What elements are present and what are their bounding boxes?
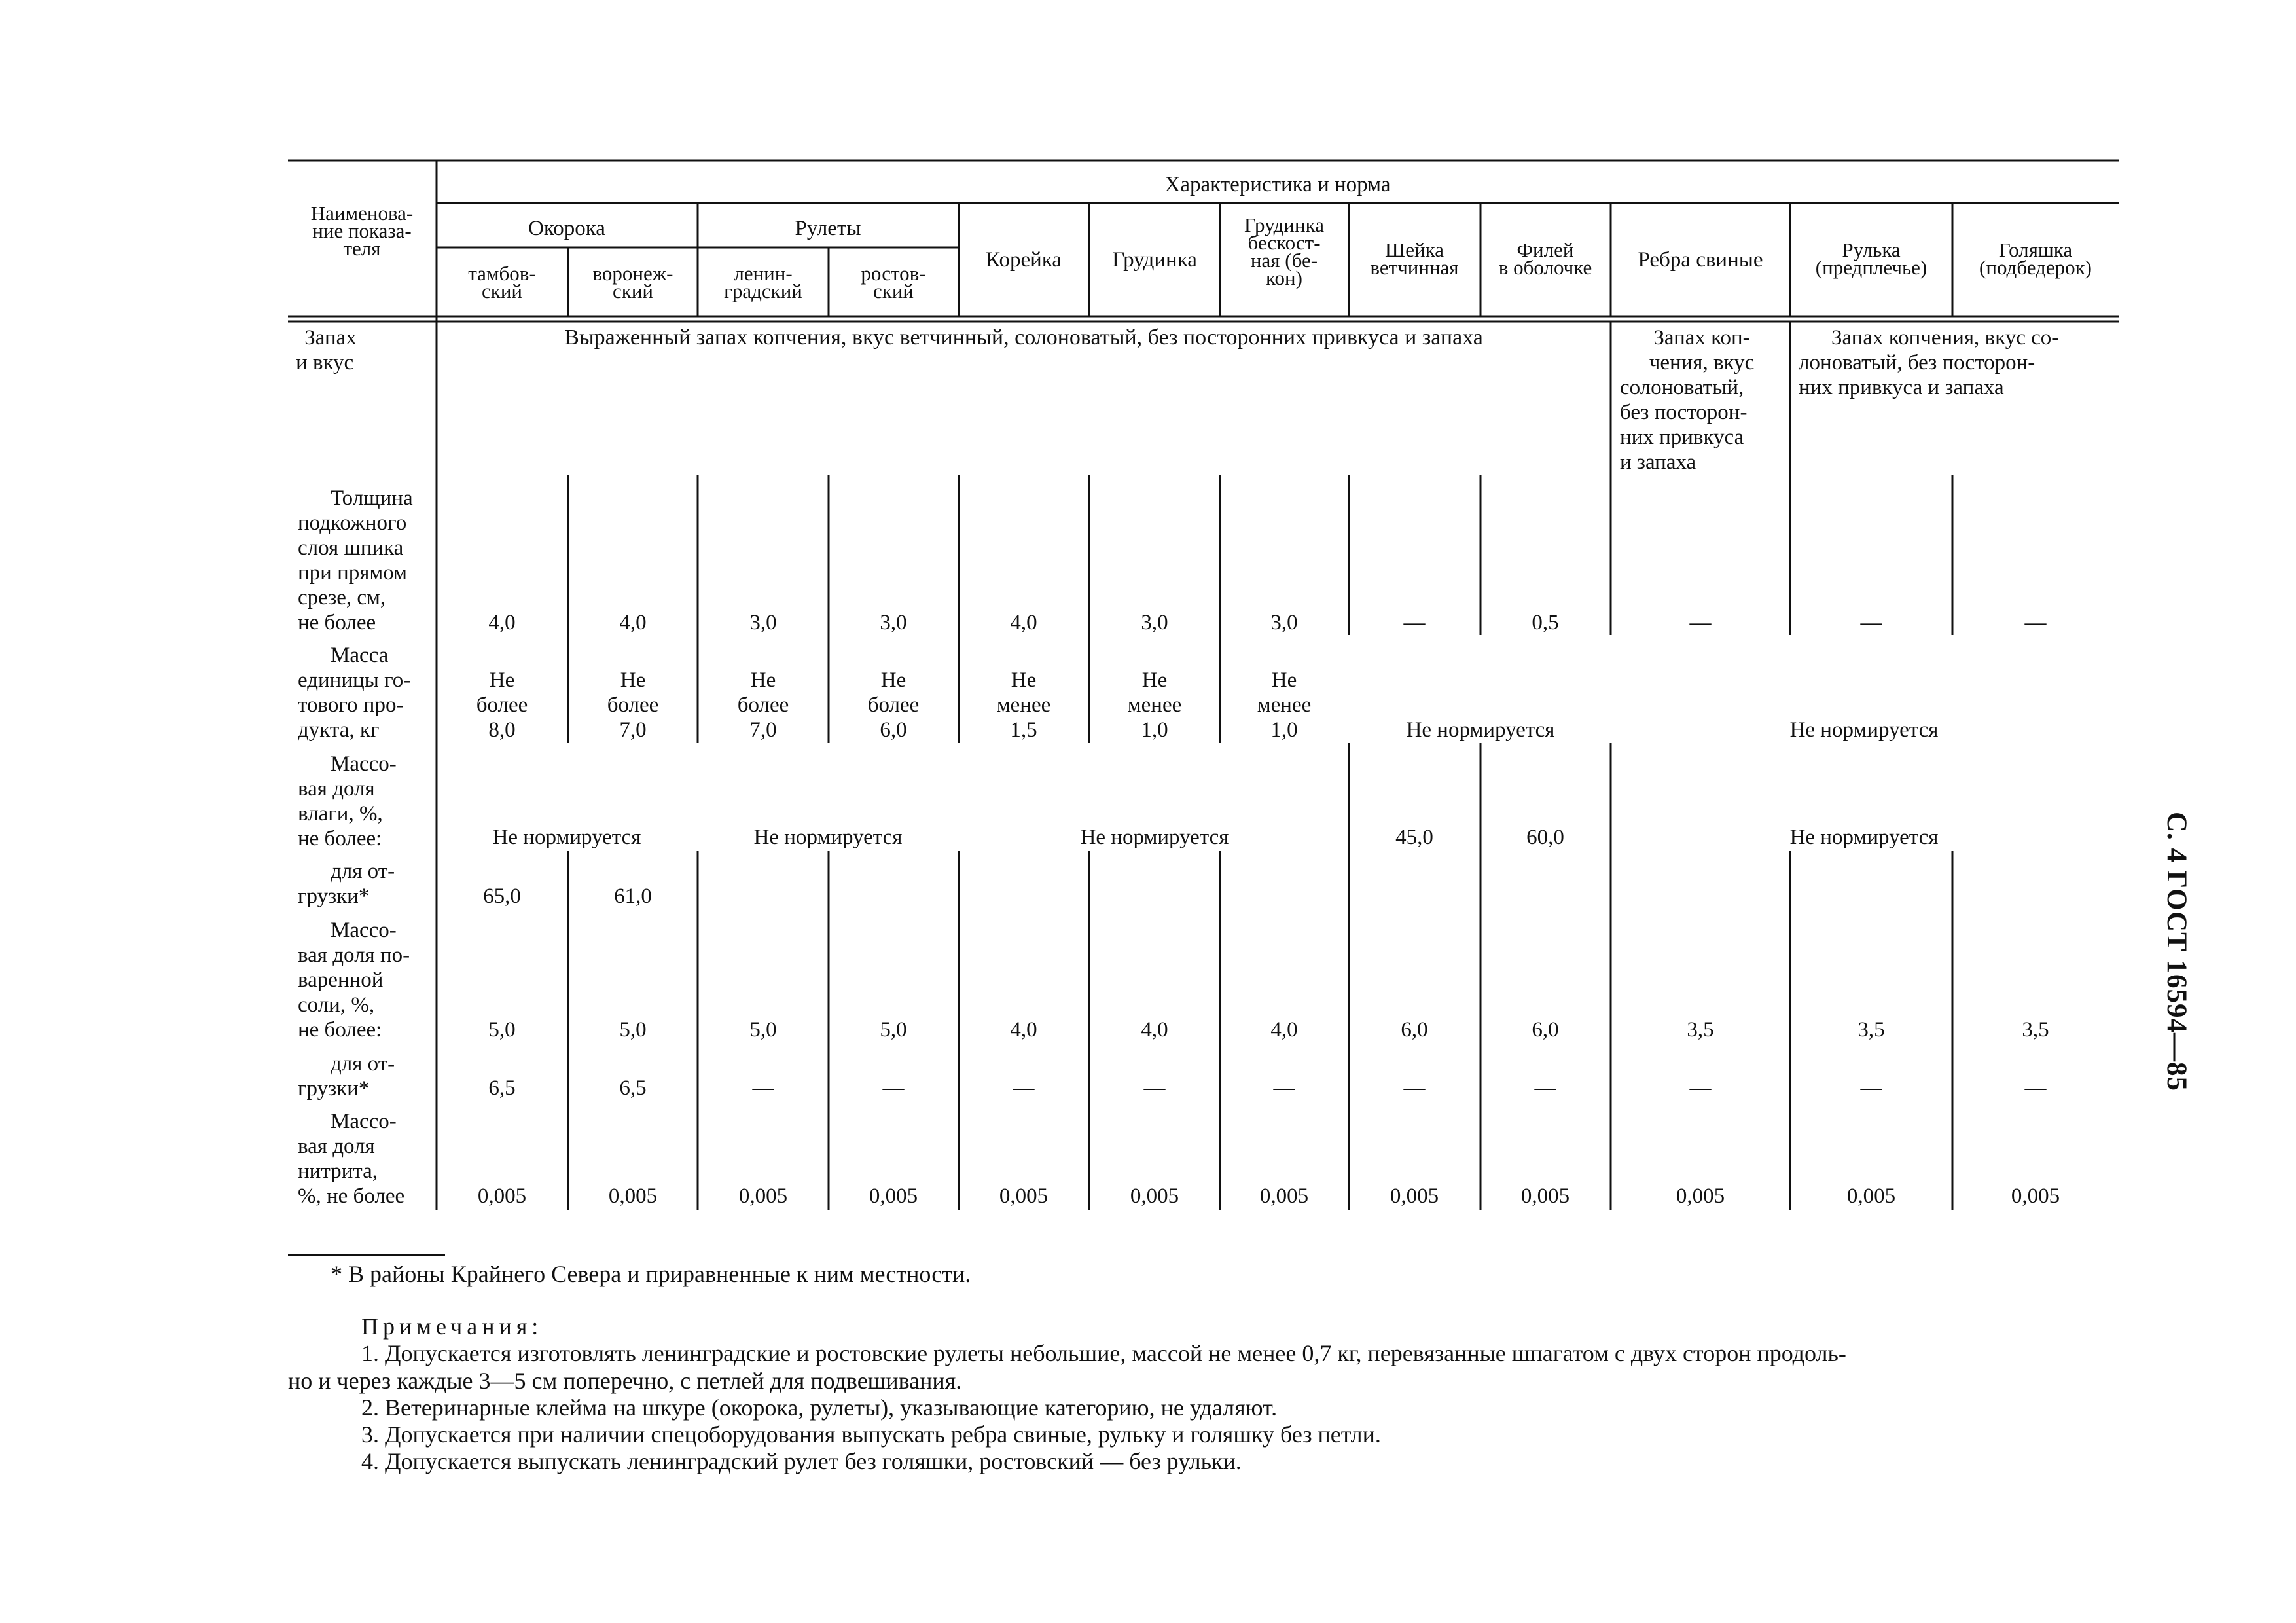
salt-ship-rostov: — [882,1076,905,1100]
row-label-fat: Толщина подкожного слоя шпика при прямом срезе, см, не более [298,486,413,634]
salt-koreika: 4,0 [1010,1018,1037,1042]
row-label-salt-ship: для от- грузки* [298,1052,395,1101]
moisture-rulety: Не нормируется [753,826,903,849]
nitrite-leningrad: 0,005 [738,1184,788,1208]
fat-koreika: 4,0 [1010,611,1037,634]
mass-not-normed-1: Не нормируется [1406,718,1555,742]
note-2: 2. Ветеринарные клейма на шкуре (окорока, рулеты), указывающие категорию, не удаляют. [361,1395,1278,1421]
smell-rulka-goliashka-text: Запах копчения, вкус со- лоноватый, без посторон- них привкуса и запаха [1799,326,2059,399]
mass-rostov: Не более 6,0 [867,668,920,742]
salt-ship-voronezh: 6,5 [619,1076,647,1100]
row-label-moisture-ship: для от- грузки* [298,860,395,908]
group-okoroka: Окорока [528,217,605,240]
col-voronezh: воронеж- ский [592,262,673,302]
mass-not-normed-2: Не нормируется [1789,718,1939,742]
mass-grudinka-bekon: Не менее 1,0 [1257,668,1312,742]
moisture-middle: Не нормируется [1080,826,1229,849]
nitrite-voronezh: 0,005 [608,1184,658,1208]
salt-sheika: 6,0 [1401,1018,1428,1042]
mass-voronezh: Не более 7,0 [607,668,659,742]
col-tambov: тамбов- ский [468,262,536,302]
nitrite-grudinka: 0,005 [1130,1184,1179,1208]
fat-rostov: 3,0 [880,611,907,634]
moisture-okoroka: Не нормируется [492,826,641,849]
col-rostov: ростов- ский [861,262,926,302]
salt-ship-rebra: — [1689,1076,1712,1100]
salt-ship-leningrad: — [752,1076,774,1100]
nitrite-rostov: 0,005 [869,1184,918,1208]
smell-rebra-text: Запах коп- чения, вкус солоноватый, без посторон- них привкуса и запаха [1620,326,1755,474]
nitrite-rebra: 0,005 [1676,1184,1725,1208]
salt-ship-grudinka: — [1143,1076,1166,1100]
fat-grudinka: 3,0 [1141,611,1168,634]
col-file: Филей в оболочке [1498,238,1592,279]
salt-file: 6,0 [1532,1018,1559,1042]
salt-ship-koreika: — [1013,1076,1035,1100]
salt-rulka: 3,5 [1857,1018,1885,1042]
header-name-col: Наименова- ние показа- теля [310,202,414,260]
mass-leningrad: Не более 7,0 [737,668,789,742]
mass-grudinka: Не менее 1,0 [1127,668,1182,742]
nitrite-tambov: 0,005 [477,1184,527,1208]
moisture-right: Не нормируется [1789,826,1939,849]
moisture-sheika: 45,0 [1395,826,1433,849]
col-sheika: Шейка ветчинная [1370,238,1459,279]
salt-ship-file: — [1534,1076,1556,1100]
row-label-smell: Запах и вкус [296,326,357,374]
col-koreika: Корейка [986,248,1062,272]
fat-sheika: — [1403,611,1426,634]
col-grudinka: Грудинка [1112,248,1197,272]
nitrite-goliashka: 0,005 [2011,1184,2060,1208]
mass-tambov: Не более 8,0 [476,668,528,742]
notes-title: Примечания: [361,1313,543,1340]
nitrite-koreika: 0,005 [999,1184,1049,1208]
salt-goliashka: 3,5 [2022,1018,2049,1042]
salt-ship-sheika: — [1403,1076,1426,1100]
nitrite-grudinka-bekon: 0,005 [1259,1184,1309,1208]
col-grudinka-bekon: Грудинка бескост- ная (бе- кон) [1244,213,1324,289]
salt-tambov: 5,0 [488,1018,516,1042]
salt-grudinka-bekon: 4,0 [1270,1018,1298,1042]
header-main: Характеристика и норма [1164,173,1391,196]
note-1-line-2: но и через каждые 3—5 см поперечно, с петлей для подвешивания. [288,1368,962,1394]
note-1-line-1: 1. Допускается изготовлять ленинградские и ростовские рулеты небольшие, массой не менее 0,7 кг, перевязанные шпагатом с двух сторон продоль- [361,1340,1846,1366]
salt-rostov: 5,0 [880,1018,907,1042]
col-goliashka: Голяшка (подбедерок) [1979,238,2092,279]
note-4: 4. Допускается выпускать ленинградский рулет без голяшки, ростовский — без рульки. [361,1448,1242,1474]
col-leningrad: ленин- градский [724,262,802,302]
note-3: 3. Допускается при наличии спецоборудования выпускать ребра свиные, рульку и голяшку без петли. [361,1421,1381,1448]
moisture-ship-voronezh: 61,0 [614,884,652,908]
smell-main-text: Выраженный запах копчения, вкус ветчинный, солоноватый, без посторонних привкуса и запаха [564,325,1483,350]
moisture-ship-tambov: 65,0 [483,884,521,908]
col-rulka: Рулька (предплечье) [1815,238,1928,279]
salt-leningrad: 5,0 [749,1018,777,1042]
fat-tambov: 4,0 [488,611,516,634]
mass-koreika: Не менее 1,5 [996,668,1051,742]
side-page-header: С. 4 ГОСТ 16594—85 [2161,812,2192,1092]
footnote: * В районы Крайнего Севера и приравненные к ним местности. [331,1261,971,1287]
nitrite-file: 0,005 [1520,1184,1570,1208]
salt-ship-tambov: 6,5 [488,1076,516,1100]
salt-voronezh: 5,0 [619,1018,647,1042]
salt-ship-rulka: — [1860,1076,1882,1100]
row-label-salt: Массо- вая доля по- варенной соли, %, не более: [298,919,410,1042]
row-label-mass: Масса единицы го- тового про- дукта, кг [298,644,411,742]
salt-ship-goliashka: — [2024,1076,2047,1100]
group-rulety: Рулеты [795,217,861,240]
fat-leningrad: 3,0 [749,611,777,634]
nitrite-rulka: 0,005 [1846,1184,1896,1208]
moisture-file: 60,0 [1526,826,1564,849]
row-label-nitrite: Массо- вая доля нитрита, %, не более [298,1110,405,1208]
row-label-moisture: Массо- вая доля влаги, %, не более: [298,752,397,850]
fat-grudinka-bekon: 3,0 [1270,611,1298,634]
fat-voronezh: 4,0 [619,611,647,634]
nitrite-sheika: 0,005 [1390,1184,1439,1208]
salt-rebra: 3,5 [1687,1018,1714,1042]
salt-grudinka: 4,0 [1141,1018,1168,1042]
salt-ship-grudinka-bekon: — [1273,1076,1295,1100]
fat-rebra: — [1689,611,1712,634]
fat-rulka: — [1860,611,1882,634]
col-rebra: Ребра свиные [1638,248,1763,272]
fat-goliashka: — [2024,611,2047,634]
fat-file: 0,5 [1532,611,1559,634]
